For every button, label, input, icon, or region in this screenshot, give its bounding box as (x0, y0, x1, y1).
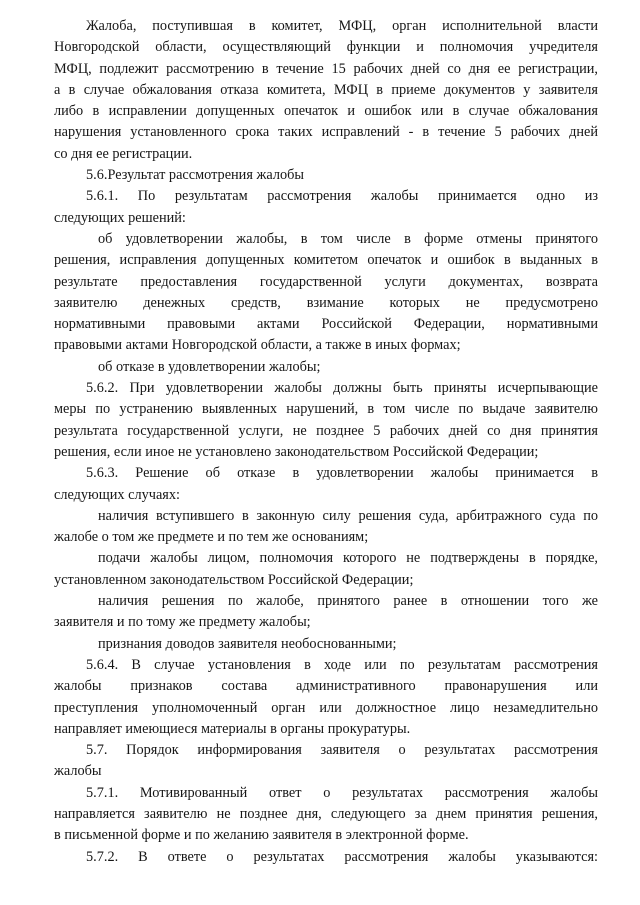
paragraph (54, 229, 598, 357)
text-line: результата государственной услуги, не позднее 5 рабочих дней со дня принятия (54, 422, 598, 439)
text-line: 5.7.2. В ответе о результатах рассмотрения жалобы указываются: (86, 848, 598, 865)
paragraph (54, 783, 598, 847)
text-line: 5.6.Результат рассмотрения жалобы (86, 167, 304, 184)
text-line: заявителю денежных средств, взимание которых не предусмотрено (54, 294, 598, 311)
text-line: направляется заявителю не позднее дня, следующего за днем принятия решения, (54, 805, 598, 822)
text-line: МФЦ, подлежит рассмотрению в течение 15 рабочих дней со дня ее регистрации, (54, 60, 598, 77)
text-line: подачи жалобы лицом, полномочия которого не подтверждены в порядке, (98, 550, 598, 567)
text-line: наличия вступившего в законную силу решения суда, арбитражного суда по (98, 507, 598, 524)
text-line: об отказе в удовлетворении жалобы; (98, 358, 321, 375)
document-body (54, 16, 598, 868)
paragraph (54, 16, 598, 165)
paragraph (54, 506, 598, 549)
text-line: жалобы признаков состава административного правонарушения или (54, 678, 598, 695)
paragraph (54, 634, 598, 655)
text-line: результате предоставления государственной услуги документах, возврата (54, 273, 598, 290)
text-line: 5.7. Порядок информирования заявителя о результатах рассмотрения (86, 742, 598, 759)
text-line: преступления уполномоченный орган или должностное лицо незамедлительно (54, 699, 598, 716)
text-line: 5.7.1. Мотивированный ответ о результатах рассмотрения жалобы (86, 784, 598, 801)
paragraph (54, 591, 598, 634)
text-line: Жалоба, поступившая в комитет, МФЦ, орган исполнительной власти (86, 18, 598, 34)
paragraph (54, 378, 598, 463)
paragraph (54, 847, 598, 868)
text-line: 5.6.2. При удовлетворении жалобы должны быть приняты исчерпывающие (86, 380, 598, 397)
paragraph (54, 357, 598, 378)
paragraph (54, 548, 598, 591)
text-line: об удовлетворении жалобы, в том числе в форме отмены принятого (98, 230, 598, 247)
text-line: в письменной форме и по желанию заявителя в электронной форме. (54, 827, 469, 844)
text-line: либо в исправлении допущенных опечаток и ошибок или в случае обжалования (54, 103, 598, 120)
text-line: правовыми актами Новгородской области, а также в иных формах; (54, 337, 461, 354)
text-line: Новгородской области, осуществляющий функции и полномочия учредителя (54, 39, 598, 56)
text-line: решения, если иное не установлено законодательством Российской Федерации; (54, 443, 539, 460)
text-line: меры по устранению выявленных нарушений, в том числе по выдаче заявителю (54, 401, 598, 418)
text-line: нарушения установленного срока таких исправлений - в течение 5 рабочих дней (54, 124, 598, 141)
text-line: со дня ее регистрации. (54, 145, 193, 162)
paragraph (54, 740, 598, 783)
paragraph (54, 186, 598, 229)
text-line: признания доводов заявителя необоснованными; (98, 635, 397, 652)
paragraph (54, 463, 598, 506)
text-line: 5.6.4. В случае установления в ходе или по результатам рассмотрения (86, 656, 598, 673)
text-line: а в случае обжалования отказа комитета, МФЦ в приеме документов у заявителя (54, 81, 598, 98)
text-line: установленном законодательством Российской Федерации; (54, 571, 414, 588)
paragraph (54, 165, 598, 186)
text-line: наличия решения по жалобе, принятого ранее в отношении того же (98, 593, 598, 610)
text-line: нормативными правовыми актами Российской Федерации, нормативными (54, 316, 598, 333)
text-line: заявителя и по тому же предмету жалобы; (54, 614, 311, 631)
text-line: следующих случаях: (54, 486, 180, 503)
text-line: 5.6.1. По результатам рассмотрения жалобы принимается одно из (86, 188, 598, 205)
text-line: 5.6.3. Решение об отказе в удовлетворении жалобы принимается в (86, 465, 598, 482)
text-line: следующих решений: (54, 209, 186, 226)
text-line: жалобе о том же предмете и по тем же основаниям; (54, 529, 369, 546)
text-line: жалобы (54, 763, 102, 780)
paragraph (54, 655, 598, 740)
text-line: решения, исправления допущенных комитетом опечаток и ошибок в выданных в (54, 252, 598, 269)
text-line: направляет имеющиеся материалы в органы прокуратуры. (54, 720, 411, 737)
